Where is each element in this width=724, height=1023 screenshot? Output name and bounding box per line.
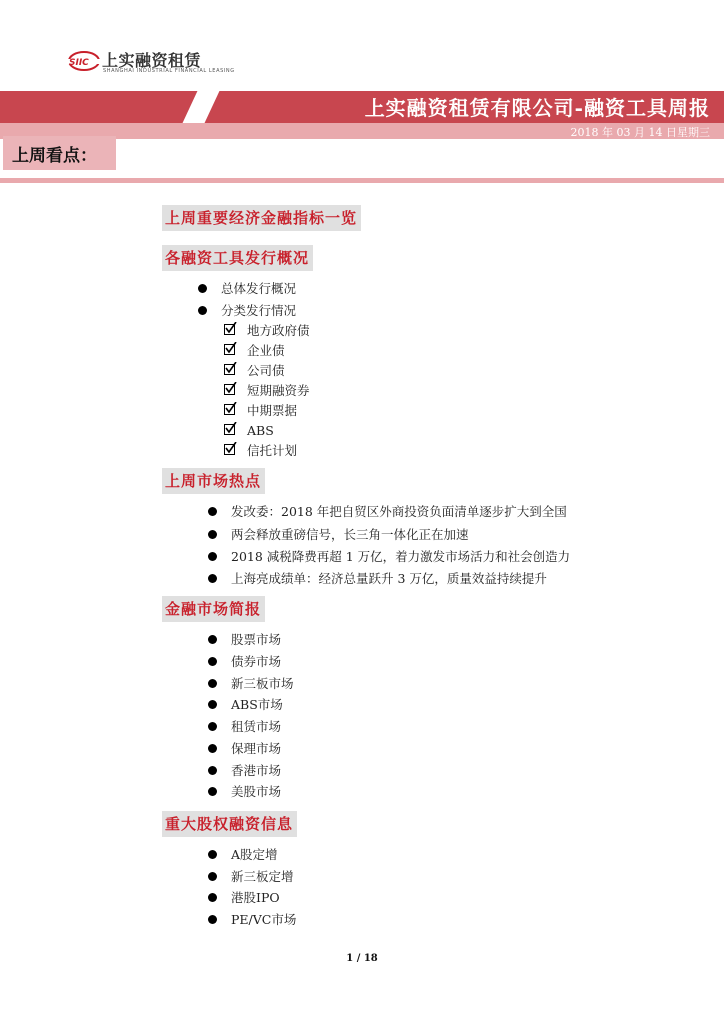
list-item-label[interactable]: 2018 减税降费再超 1 万亿，着力激发市场活力和社会创造力 xyxy=(231,549,571,564)
check-item xyxy=(224,382,310,400)
bullet-icon xyxy=(208,787,217,796)
list-item-label[interactable]: 香港市场 xyxy=(231,763,282,778)
list-item xyxy=(208,503,567,521)
bullet-icon xyxy=(208,915,217,924)
list-item xyxy=(208,653,281,671)
list-item-label[interactable]: 新三板定增 xyxy=(231,869,294,884)
bullet-icon xyxy=(208,574,217,583)
heading-equity-financing[interactable]: 重大股权融资信息 xyxy=(162,811,297,837)
list-item xyxy=(208,675,294,693)
checkbox-checked-icon xyxy=(224,384,235,395)
list-item xyxy=(198,302,296,320)
list-item-label: 分类发行情况 xyxy=(221,303,297,318)
check-item-label: 地方政府债 xyxy=(247,323,310,338)
list-item-label[interactable]: A股定增 xyxy=(231,847,278,862)
list-item xyxy=(208,740,281,758)
logo-name-cn: 上实融资租赁 xyxy=(102,51,202,70)
list-item-label[interactable]: 美股市场 xyxy=(231,784,282,799)
checkbox-checked-icon xyxy=(224,364,235,375)
list-item xyxy=(208,783,281,801)
list-item-label[interactable]: 股票市场 xyxy=(231,632,282,647)
checkbox-checked-icon xyxy=(224,324,235,335)
list-item xyxy=(208,696,283,714)
bullet-icon xyxy=(208,635,217,644)
check-item xyxy=(224,442,297,460)
list-item xyxy=(208,548,570,566)
checkbox-checked-icon xyxy=(224,404,235,415)
checkbox-checked-icon xyxy=(224,444,235,455)
check-item-label: 中期票据 xyxy=(247,403,298,418)
list-item xyxy=(208,868,294,886)
list-item-label: 总体发行概况 xyxy=(221,281,297,296)
list-item xyxy=(208,526,469,544)
check-item-label: ABS xyxy=(247,423,274,438)
bullet-icon xyxy=(208,722,217,731)
report-title: 上实融资租赁有限公司-融资工具周报 xyxy=(364,96,710,120)
bullet-icon xyxy=(208,850,217,859)
list-item xyxy=(208,846,278,864)
check-item xyxy=(224,362,285,380)
bullet-icon xyxy=(208,744,217,753)
bullet-icon xyxy=(208,552,217,561)
check-item xyxy=(224,402,297,420)
check-item xyxy=(224,342,285,360)
bullet-icon xyxy=(208,530,217,539)
bullet-icon xyxy=(208,766,217,775)
bullet-icon xyxy=(208,657,217,666)
page-number: 1 / 18 xyxy=(346,953,378,964)
checkbox-checked-icon xyxy=(224,344,235,355)
checkbox-checked-icon xyxy=(224,424,235,435)
list-item xyxy=(198,280,296,298)
heading-market-brief[interactable]: 金融市场简报 xyxy=(162,596,265,622)
list-item xyxy=(208,718,281,736)
heading-market-hotspots[interactable]: 上周市场热点 xyxy=(162,468,265,494)
bullet-icon xyxy=(208,893,217,902)
logo-name-en: SHANGHAI INDUSTRIAL FINANCIAL LEASING xyxy=(103,68,235,74)
logo-mark-text: SIIC xyxy=(69,58,89,68)
bullet-icon xyxy=(208,872,217,881)
list-item-label[interactable]: ABS市场 xyxy=(231,697,283,712)
list-item-label[interactable]: 港股IPO xyxy=(231,890,280,905)
section-label: 上周看点： xyxy=(12,146,97,166)
list-item-label[interactable]: 两会释放重磅信号，长三角一体化正在加速 xyxy=(231,527,469,542)
check-item xyxy=(224,322,310,340)
siic-logo-icon xyxy=(68,50,100,72)
report-date: 2018 年 03 月 14 日星期三 xyxy=(570,126,710,139)
list-item-label[interactable]: 租赁市场 xyxy=(231,719,282,734)
check-item xyxy=(224,422,274,440)
bullet-icon xyxy=(198,284,207,293)
list-item xyxy=(208,889,280,907)
list-item xyxy=(208,631,281,649)
bullet-icon xyxy=(208,507,217,516)
list-item-label[interactable]: 上海亮成绩单：经济总量跃升 3 万亿，质量效益持续提升 xyxy=(231,571,547,586)
list-item xyxy=(208,762,281,780)
list-item-label[interactable]: 新三板市场 xyxy=(231,676,294,691)
section-divider xyxy=(0,178,724,183)
list-item-label[interactable]: 发改委：2018 年把自贸区外商投资负面清单逐步扩大到全国 xyxy=(231,504,567,519)
list-item-label[interactable]: 保理市场 xyxy=(231,741,282,756)
list-item xyxy=(208,570,547,588)
check-item-label: 信托计划 xyxy=(247,443,298,458)
bullet-icon xyxy=(198,306,207,315)
bullet-icon xyxy=(208,679,217,688)
bullet-icon xyxy=(208,700,217,709)
list-item-label[interactable]: 债券市场 xyxy=(231,654,282,669)
company-logo xyxy=(68,46,235,80)
list-item xyxy=(208,911,296,929)
list-item-label[interactable]: PE/VC市场 xyxy=(231,912,297,927)
check-item-label: 企业债 xyxy=(247,343,285,358)
check-item-label: 公司债 xyxy=(247,363,285,378)
heading-issuance-overview[interactable]: 各融资工具发行概况 xyxy=(162,245,313,271)
heading-economic-indicators[interactable]: 上周重要经济金融指标一览 xyxy=(162,205,361,231)
check-item-label: 短期融资券 xyxy=(247,383,310,398)
